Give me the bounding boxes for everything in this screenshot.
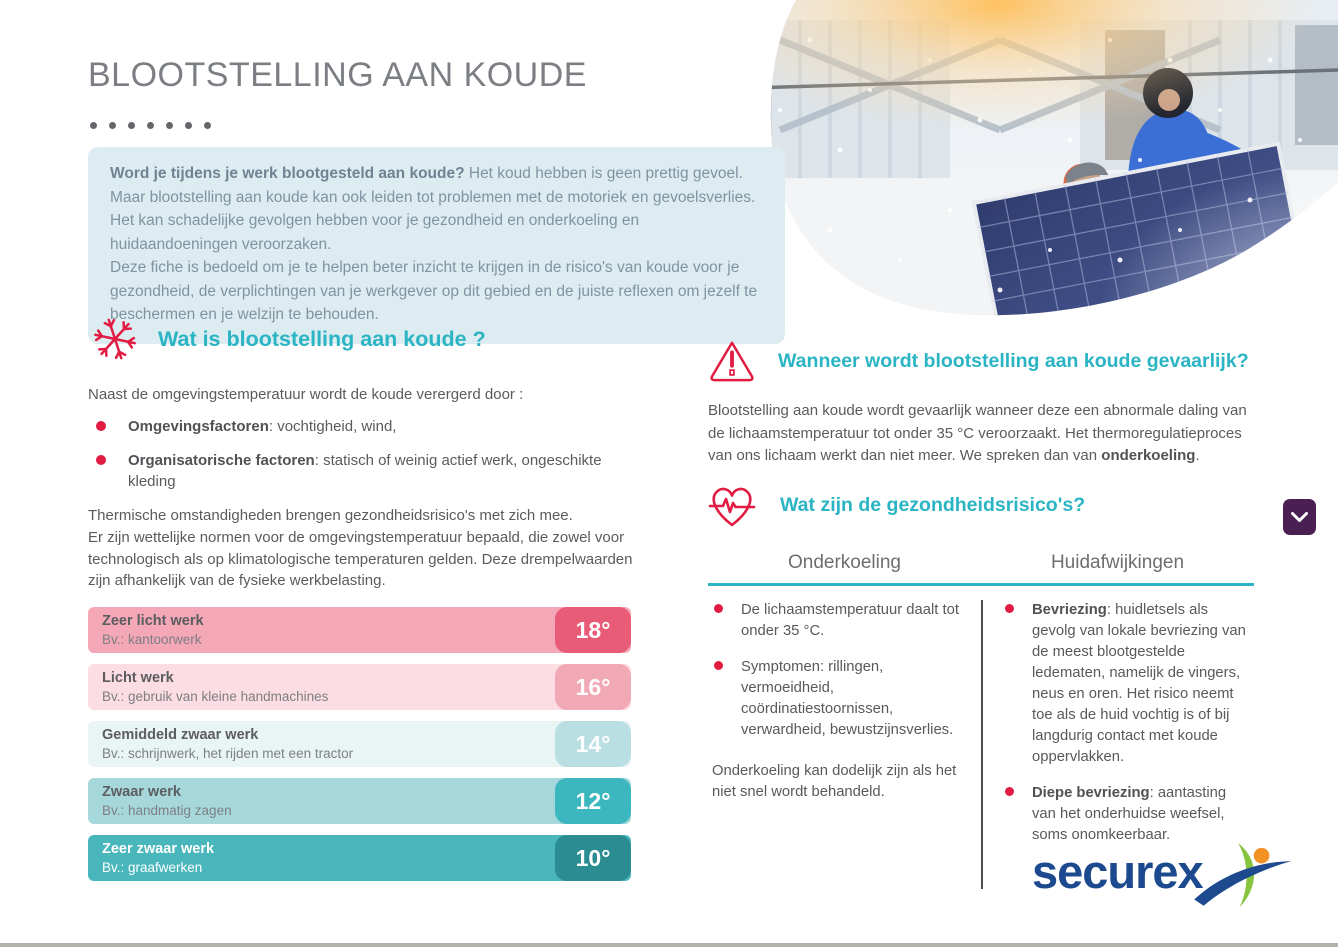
title-dots	[90, 122, 211, 129]
heart-pulse-icon	[706, 480, 758, 530]
list-item: Symptomen: rillingen, vermoeidheid, coördinatiestoornissen, verwardheid, bewustzijnsverlies.	[712, 657, 961, 741]
page-title: BLOOTSTELLING AAN KOUDE	[88, 56, 587, 94]
what-lead: Naast de omgevingstemperatuur wordt de koude verergerd door :	[88, 386, 524, 403]
list-item: Omgevingsfactoren: vochtigheid, wind,	[88, 416, 640, 438]
danger-paragraph: Blootstelling aan koude wordt gevaarlijk wanneer deze een abnormale daling van de lichaamstemperatuur tot onder 35 °C veroorzaakt. Het thermoregulatieproces van ons lichaam werkt dan niet meer. We spreken dan van onderkoeling.	[708, 402, 1247, 464]
chevron-down-icon	[1291, 512, 1308, 523]
snowflake-icon	[92, 316, 138, 362]
onderkoeling-note: Onderkoeling kan dodelijk zijn als het niet snel wordt behandeld.	[712, 763, 957, 800]
temperature-badge: 16°	[555, 664, 631, 710]
what-paragraph-2: Er zijn wettelijke normen voor de omgevingstemperatuur bepaald, die zowel voor technologisch als op klimatologische temperaturen gelden. Deze drempelwaarden zijn afhankelijk van de fysieke werkbelasting.	[88, 528, 633, 590]
warning-triangle-icon	[708, 338, 756, 384]
column-header-huidafwijkingen: Huidafwijkingen	[1050, 552, 1185, 573]
list-item: De lichaamstemperatuur daalt tot onder 35 °C.	[712, 600, 961, 642]
list-item: Bevriezing: huidletsels als gevolg van lokale bevriezing van de meest blootgestelde ledematen, namelijk de vingers, neus en oren. Het risico neemt toe als de huid vochtig is of bij langdurig contact met koude oppervlakken.	[1003, 600, 1254, 768]
temperature-badge: 12°	[555, 778, 631, 824]
list-item: Organisatorische factoren: statisch of weinig actief werk, ongeschikte kleding	[88, 450, 640, 494]
list-item: Diepe bevriezing: aantasting van het onderhuidse weefsel, soms onomkeerbaar.	[1003, 783, 1254, 846]
section-health-title: Wat zijn de gezondheidsrisico's?	[780, 493, 1086, 516]
bullet-dot-icon	[714, 661, 723, 670]
section-health-header	[706, 480, 1085, 530]
temperature-bar-licht-werk: Licht werk Bv.: gebruik van kleine handmachines 16°	[88, 664, 631, 710]
photo-workers-snow	[750, 0, 1338, 322]
temperature-badge: 10°	[555, 835, 631, 881]
section-what-title: Wat is blootstelling aan koude ?	[158, 326, 486, 351]
health-risks-table	[708, 552, 1254, 889]
bullet-dot-icon	[1005, 787, 1014, 796]
temperature-bar-zeer-zwaar-werk: Zeer zwaar werk Bv.: graafwerken 10°	[88, 835, 631, 881]
temperature-bar-zeer-licht-werk: Zeer licht werk Bv.: kantoorwerk 18°	[88, 607, 631, 653]
section-what-header	[92, 316, 486, 362]
scroll-down-button[interactable]	[1283, 499, 1316, 535]
section-danger-title: Wanneer wordt blootstelling aan koude gevaarlijk?	[778, 349, 1249, 372]
what-bullet-list	[88, 416, 640, 493]
bullet-dot-icon	[96, 421, 106, 431]
logo-swoosh-icon	[1191, 840, 1293, 912]
section-what-body	[88, 384, 640, 592]
intro-question: Word je tijdens je werk blootgesteld aan koude?	[110, 165, 465, 182]
temperature-bar-zwaar-werk: Zwaar werk Bv.: handmatig zagen 12°	[88, 778, 631, 824]
bottom-bar	[0, 943, 1338, 947]
temperature-badge: 18°	[555, 607, 631, 653]
bullet-dot-icon	[1005, 604, 1014, 613]
intro-paragraph-1: Word je tijdens je werk blootgesteld aan koude? Het koud hebben is geen prettig gevoel. Maar blootstelling aan koude kan ook leiden tot problemen met de motoriek en gevoelsverlies. Het kan schadelijke gevolgen hebben voor je gezondheid en onderkoeling en huidaandoeningen veroorzaken.	[110, 165, 756, 253]
intro-box	[88, 147, 785, 344]
temperature-bar-gemiddeld-zwaar-werk: Gemiddeld zwaar werk Bv.: schrijnwerk, het rijden met een tractor 14°	[88, 721, 631, 767]
column-onderkoeling	[708, 600, 981, 889]
logo-text: securex	[1032, 845, 1203, 898]
temperature-badge: 14°	[555, 721, 631, 767]
securex-logo	[1032, 840, 1293, 912]
section-danger-header	[708, 338, 1249, 384]
bullet-dot-icon	[714, 604, 723, 613]
intro-paragraph-2: Deze fiche is bedoeld om je te helpen beter inzicht te krijgen in de risico's van koude voor je gezondheid, de verplichtingen van je werkgever op dit gebied en de juiste reflexen om jezelf te beschermen en je welzijn te behouden.	[110, 259, 758, 324]
column-header-onderkoeling: Onderkoeling	[787, 552, 902, 573]
temperature-bars	[88, 607, 631, 892]
bullet-dot-icon	[96, 455, 106, 465]
what-paragraph-1: Thermische omstandigheden brengen gezondheidsrisico's met zich mee.	[88, 507, 573, 524]
